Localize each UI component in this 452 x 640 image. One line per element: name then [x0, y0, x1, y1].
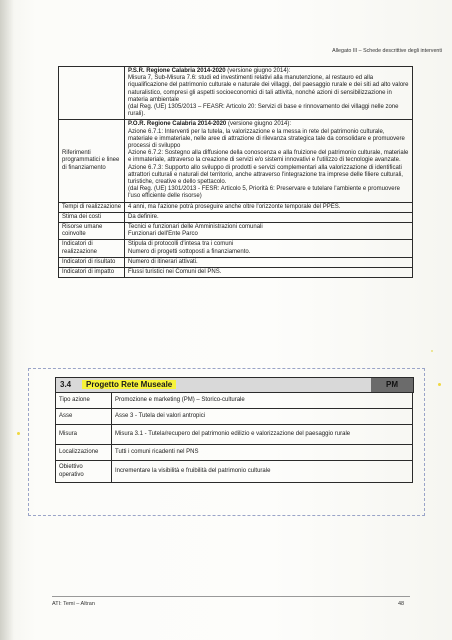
row-value — [125, 268, 413, 278]
paragraph: Tecnici e funzionari delle Amministrazioni comunali — [128, 224, 263, 231]
table-row — [59, 257, 413, 267]
program-title: P.S.R. Regione Calabria 2014-2020 — [128, 68, 226, 74]
row-value — [125, 257, 413, 267]
footer-rule — [52, 596, 410, 597]
table-row — [56, 461, 413, 483]
row-value — [125, 120, 413, 202]
paragraph: Stipula di protocolli d'intesa tra i comuni — [128, 241, 234, 248]
row-value: Misura 3.1 - Tutela/recupero del patrimonio edilizio e valorizzazione del paesaggio rurale — [112, 425, 413, 445]
section-header — [55, 377, 414, 393]
paragraph: Numero di progetti sottoposti a finanziamento. — [128, 248, 251, 255]
table-row — [56, 445, 413, 461]
row-label: Obiettivo operativo — [56, 461, 112, 483]
row-value — [125, 202, 413, 212]
section-title: Progetto Rete Museale — [82, 380, 176, 389]
row-label: Riferimenti programmatici e linee di finanziamento — [59, 120, 125, 202]
scan-speck — [431, 350, 433, 352]
paragraph: Azione 6.7.1: Interventi per la tutela, la valorizzazione e la messa in rete del patrimonio culturale, materiale e immateriale, nelle aree di attrazione di rilevanza strategica tale da consolidare e promuovere processi di sviluppo — [128, 128, 405, 150]
row-label: Indicatori di risultato — [59, 257, 125, 267]
program-version: (versione giugno 2014): — [225, 68, 291, 74]
paragraph: Azione 6.7.3: Supporto allo sviluppo di prodotti e servizi complementari alla valorizzazione di identificati attrattori culturali e naturali del territorio, anche attraverso l'integrazione tra imprese delle filiere culturali, turistiche, creative e dello spettacolo. — [128, 164, 403, 186]
paragraph: Misura 7, Sub-Misura 7.6: studi ed investimenti relativi alla manutenzione, al restauro ed alla riqualificazione del patrimonio culturale e naturale dei villaggi, del paesaggio rurale e dei siti ad alto valore naturalistico, compresi gli aspetti socioeconomici di tali attività, nonché azioni di sensibilizzazione in materia ambientale — [128, 75, 409, 103]
page-edge-shadow — [0, 0, 14, 640]
row-label: Localizzazione — [56, 445, 112, 461]
scan-speck — [438, 383, 441, 386]
row-label: Misura — [56, 425, 112, 445]
row-value: Incrementare la visibilità e fruibilità del patrimonio culturale — [112, 461, 413, 483]
references-table — [58, 66, 413, 278]
paragraph — [128, 68, 410, 75]
row-label: Tempi di realizzazione — [59, 202, 125, 212]
paragraph: Funzionari dell'Ente Parco — [128, 231, 198, 238]
page-header: Allegato III – Schede descrittive degli interventi — [332, 48, 442, 54]
page-number: 48 — [398, 601, 405, 607]
row-label: Tipo azione — [56, 393, 112, 409]
paragraph: 4 anni, ma l'azione potrà proseguire anche oltre l'orizzonte temporale del PPES. — [128, 203, 341, 210]
table-row — [56, 425, 413, 445]
scan-speck — [17, 432, 20, 435]
row-value: Tutti i comuni ricadenti nel PNS — [112, 445, 413, 461]
row-label — [59, 67, 125, 120]
paragraph: Numero di itinerari attivati. — [128, 258, 198, 265]
table-row — [56, 393, 413, 409]
row-value — [125, 240, 413, 257]
table-row — [59, 67, 413, 120]
program-title: P.O.R. Regione Calabria 2014-2020 — [128, 121, 227, 128]
row-label: Indicatori di realizzazione — [59, 240, 125, 257]
footer-left: ATI: Temi – Altran — [52, 601, 95, 607]
paragraph — [128, 121, 410, 128]
table-row — [59, 120, 413, 202]
table-row — [59, 268, 413, 278]
table-row — [56, 409, 413, 425]
section-badge: PM — [371, 378, 413, 392]
paragraph: Flussi turistici nei Comuni del PNS. — [128, 269, 222, 276]
table-row — [59, 223, 413, 240]
row-value — [125, 212, 413, 222]
row-value: Asse 3 - Tutela dei valori antropici — [112, 409, 413, 425]
row-label: Asse — [56, 409, 112, 425]
row-value — [125, 67, 413, 120]
row-label: Indicatori di impatto — [59, 268, 125, 278]
table-row — [59, 240, 413, 257]
section-number: 3.4 — [60, 380, 72, 389]
row-value — [125, 223, 413, 240]
table-row — [59, 212, 413, 222]
paragraph: Azione 6.7.2: Sostegno alla diffusione della conoscenza e alla fruizione del patrimonio culturale, materiale e immateriale, attraverso la creazione di servizi e/o sistemi innovativi e l'utilizzo di tecnologie avanzate. — [128, 150, 409, 164]
table-row — [59, 202, 413, 212]
paragraph: (dal Reg. (UE) 1305/2013 – FEASR: Articolo 20: Servizi di base e rinnovamento dei villaggi nelle zone rurali). — [128, 104, 399, 118]
project-table — [55, 392, 413, 483]
row-value: Promozione e marketing (PM) – Storico-culturale — [112, 393, 413, 409]
paragraph: Da definire. — [128, 213, 159, 220]
row-label: Stima dei costi — [59, 212, 125, 222]
row-label: Risorse umane coinvolte — [59, 223, 125, 240]
paragraph: (dal Reg. (UE) 1301/2013 - FESR: Articolo 5, Priorità 6: Preservare e tutelare l'ambiente e promuovere l'uso efficiente delle risorse) — [128, 186, 400, 200]
program-version: (versione giugno 2014): — [226, 121, 291, 128]
